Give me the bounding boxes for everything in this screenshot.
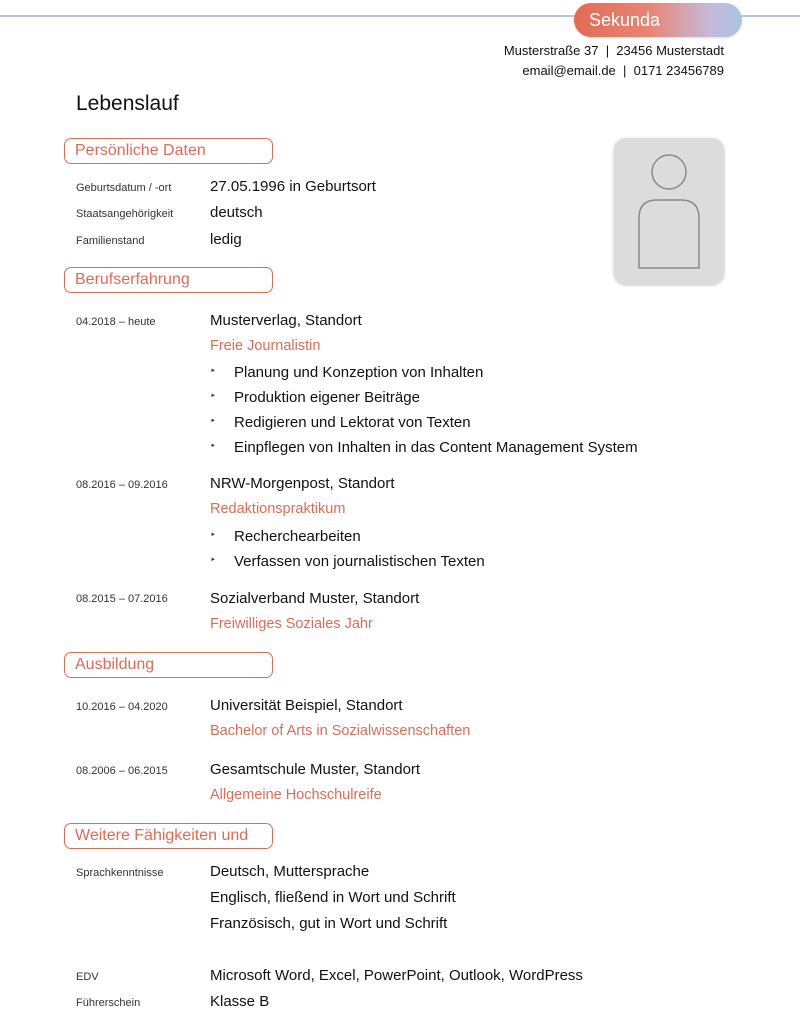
avatar-icon xyxy=(614,138,724,284)
experience-bullet: Recherchearbeiten xyxy=(234,528,361,545)
experience-company: Musterverlag, Standort xyxy=(210,312,362,329)
section-heading: Ausbildung xyxy=(75,656,155,673)
photo-placeholder xyxy=(614,138,724,284)
bullet-icon: ‣ xyxy=(210,391,216,402)
brand-name: Sekunda xyxy=(589,10,661,30)
education-institution: Gesamtschule Muster, Standort xyxy=(210,761,421,778)
experience-role: Redaktionspraktikum xyxy=(210,501,346,517)
address-line: Musterstraße 37 | 23456 Musterstadt xyxy=(503,43,724,58)
experience-bullet: Produktion eigener Beiträge xyxy=(234,389,420,406)
experience-role: Freie Journalistin xyxy=(210,338,321,354)
edv-label: EDV xyxy=(76,971,99,983)
languages-label: Sprachkenntnisse xyxy=(76,867,164,879)
experience-role: Freiwilliges Soziales Jahr xyxy=(210,616,373,632)
education-date: 08.2006 – 06.2015 xyxy=(76,765,168,777)
personal-label: Geburtsdatum / -ort xyxy=(76,182,172,194)
education-institution: Universität Beispiel, Standort xyxy=(210,697,403,714)
experience-date: 04.2018 – heute xyxy=(76,316,156,328)
section-heading: Persönliche Daten xyxy=(75,142,206,159)
language-item: Französisch, gut in Wort und Schrift xyxy=(210,915,448,932)
section-personal xyxy=(64,138,273,164)
experience-bullet: Redigieren und Lektorat von Texten xyxy=(234,414,471,431)
experience-company: Sozialverband Muster, Standort xyxy=(210,590,420,607)
experience-bullet: Verfassen von journalistischen Texten xyxy=(234,553,485,570)
bullet-icon: ‣ xyxy=(210,366,216,377)
experience-bullet: Einpflegen von Inhalten in das Content Management System xyxy=(234,439,638,456)
section-experience xyxy=(64,267,273,293)
education-degree: Bachelor of Arts in Sozialwissenschaften xyxy=(210,723,471,739)
section-education xyxy=(64,652,273,678)
personal-value: 27.05.1996 in Geburtsort xyxy=(210,178,376,195)
bullet-icon: ‣ xyxy=(210,441,216,452)
experience-date: 08.2016 – 09.2016 xyxy=(76,479,168,491)
language-item: Deutsch, Muttersprache xyxy=(210,863,370,880)
section-heading: Weitere Fähigkeiten und xyxy=(75,827,249,844)
language-item: Englisch, fließend in Wort und Schrift xyxy=(210,889,456,906)
brand-badge xyxy=(574,3,742,37)
personal-value: deutsch xyxy=(210,204,263,221)
edv-value: Microsoft Word, Excel, PowerPoint, Outlook, WordPress xyxy=(210,967,583,984)
page-title: Lebenslauf xyxy=(76,92,179,115)
education-date: 10.2016 – 04.2020 xyxy=(76,701,168,713)
personal-label: Staatsangehörigkeit xyxy=(76,208,174,220)
personal-value: ledig xyxy=(210,231,242,248)
bullet-icon: ‣ xyxy=(210,555,216,566)
experience-bullet: Planung und Konzeption von Inhalten xyxy=(234,364,484,381)
section-skills xyxy=(64,823,273,849)
license-value: Klasse B xyxy=(210,993,270,1010)
personal-label: Familienstand xyxy=(76,235,145,247)
experience-company: NRW-Morgenpost, Standort xyxy=(210,475,395,492)
bullet-icon: ‣ xyxy=(210,416,216,427)
section-heading: Berufserfahrung xyxy=(75,271,190,288)
education-degree: Allgemeine Hochschulreife xyxy=(210,787,382,803)
experience-date: 08.2015 – 07.2016 xyxy=(76,593,168,605)
bullet-icon: ‣ xyxy=(210,530,216,541)
contact-line: email@email.de | 0171 23456789 xyxy=(522,63,724,78)
license-label: Führerschein xyxy=(76,997,141,1009)
